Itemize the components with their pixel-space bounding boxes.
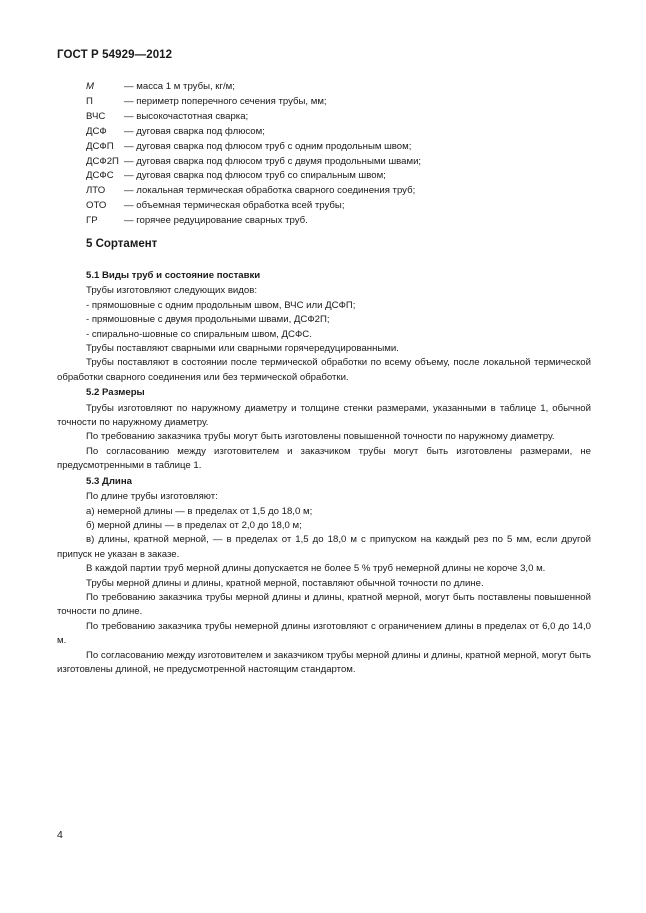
paragraph: Трубы мерной длины и длины, кратной мерной, поставляют обычной точности по длине. <box>86 577 484 589</box>
abbreviation-description: — локальная термическая обработка сварного соединения труб; <box>124 185 416 197</box>
abbreviation-item <box>86 214 421 229</box>
abbreviation-item <box>86 169 421 184</box>
abbreviation-list <box>86 80 421 229</box>
document-header: ГОСТ Р 54929—2012 <box>57 49 173 61</box>
paragraph: По длине трубы изготовляют: <box>86 491 218 503</box>
abbreviation-description: — высокочастотная сварка; <box>124 110 249 122</box>
paragraph: По требованию заказчика трубы могут быть изготовлены повышенной точности по наружному диаметру. <box>86 431 555 443</box>
abbreviation-term: ГР <box>86 215 98 227</box>
abbreviation-term: ДСФ <box>86 125 107 137</box>
paragraph: Трубы поставляют в состоянии после термической обработки по всему объему, после локальной термической обработки сварного соединения или без термической обработки. <box>57 357 591 383</box>
abbreviation-item <box>86 155 421 170</box>
abbreviation-description: — объемная термическая обработка всей трубы; <box>124 200 345 212</box>
abbreviation-term: ДСФ2П <box>86 155 119 167</box>
list-item: - прямошовные с одним продольным швом, ВЧС или ДСФП; <box>86 299 356 311</box>
abbreviation-description: — горячее редуцирование сварных труб. <box>124 215 308 227</box>
abbreviation-item <box>86 199 421 214</box>
paragraph: В каждой партии труб мерной длины допускается не более 5 % труб немерной длины не короче 3,0 м. <box>86 563 546 575</box>
paragraph: Трубы изготовляют по наружному диаметру и толщине стенки размерами, указанными в таблице 1, обычной точности по наружному диаметру. <box>57 402 591 429</box>
abbreviation-item <box>86 184 421 199</box>
abbreviation-description: — дуговая сварка под флюсом; <box>124 125 265 137</box>
section-body <box>57 268 591 677</box>
abbreviation-description: — масса 1 м трубы, кг/м; <box>124 81 235 92</box>
paragraph: По согласованию между изготовителем и заказчиком трубы мерной длины и длины, кратной мерной, могут быть изготовлены длиной, не предусмотренной настоящим стандартом. <box>57 649 591 675</box>
abbreviation-item <box>86 110 421 125</box>
abbreviation-item <box>86 125 421 140</box>
subsection-title: 5.1 Виды труб и состояние поставки <box>86 270 261 281</box>
abbreviation-term: П <box>86 95 93 107</box>
section-title: 5 Сортамент <box>86 238 158 250</box>
abbreviation-term: ВЧС <box>86 110 106 122</box>
abbreviation-term: ДСФП <box>86 140 114 152</box>
list-item: - прямошовные с двумя продольными швами, ДСФ2П; <box>86 314 330 326</box>
abbreviation-term: M <box>86 81 94 92</box>
abbreviation-term: ОТО <box>86 200 107 212</box>
list-item: - спирально-шовные со спиральным швом, ДСФС. <box>86 328 312 340</box>
list-item: б) мерной длины — в пределах от 2,0 до 18,0 м; <box>86 519 302 531</box>
abbreviation-description: — дуговая сварка под флюсом труб со спиральным швом; <box>124 170 386 182</box>
paragraph: Трубы изготовляют следующих видов: <box>86 285 257 297</box>
abbreviation-item <box>86 140 421 155</box>
abbreviation-item <box>86 95 421 110</box>
subsection-title: 5.2 Размеры <box>86 387 145 399</box>
abbreviation-term: ДСФС <box>86 170 114 182</box>
paragraph: По согласованию между изготовителем и заказчиком трубы могут быть изготовлены размерами, не предусмотренными в таблице 1. <box>57 445 591 472</box>
paragraph: По требованию заказчика трубы мерной длины и длины, кратной мерной, могут быть поставлены повышенной точности по длине. <box>57 591 591 618</box>
subsection-title: 5.3 Длина <box>86 475 132 487</box>
abbreviation-item <box>86 80 421 95</box>
list-item: в) длины, кратной мерной, — в пределах от 1,5 до 18,0 м с припуском на каждый рез по 5 мм, если другой припуск не указан в заказе. <box>57 534 591 560</box>
page-number: 4 <box>57 829 63 841</box>
abbreviation-description: — дуговая сварка под флюсом труб с одним продольным швом; <box>124 140 412 152</box>
paragraph: По требованию заказчика трубы немерной длины изготовляют с ограничением длины в пределах от 6,0 до 14,0 м. <box>57 620 591 647</box>
paragraph: Трубы поставляют сварными или сварными горячередуцированными. <box>86 343 399 355</box>
abbreviation-term: ЛТО <box>86 185 106 197</box>
abbreviation-description: — периметр поперечного сечения трубы, мм; <box>124 95 327 107</box>
list-item: а) немерной длины — в пределах от 1,5 до 18,0 м; <box>86 505 313 517</box>
abbreviation-description: — дуговая сварка под флюсом труб с двумя продольными швами; <box>124 155 422 167</box>
